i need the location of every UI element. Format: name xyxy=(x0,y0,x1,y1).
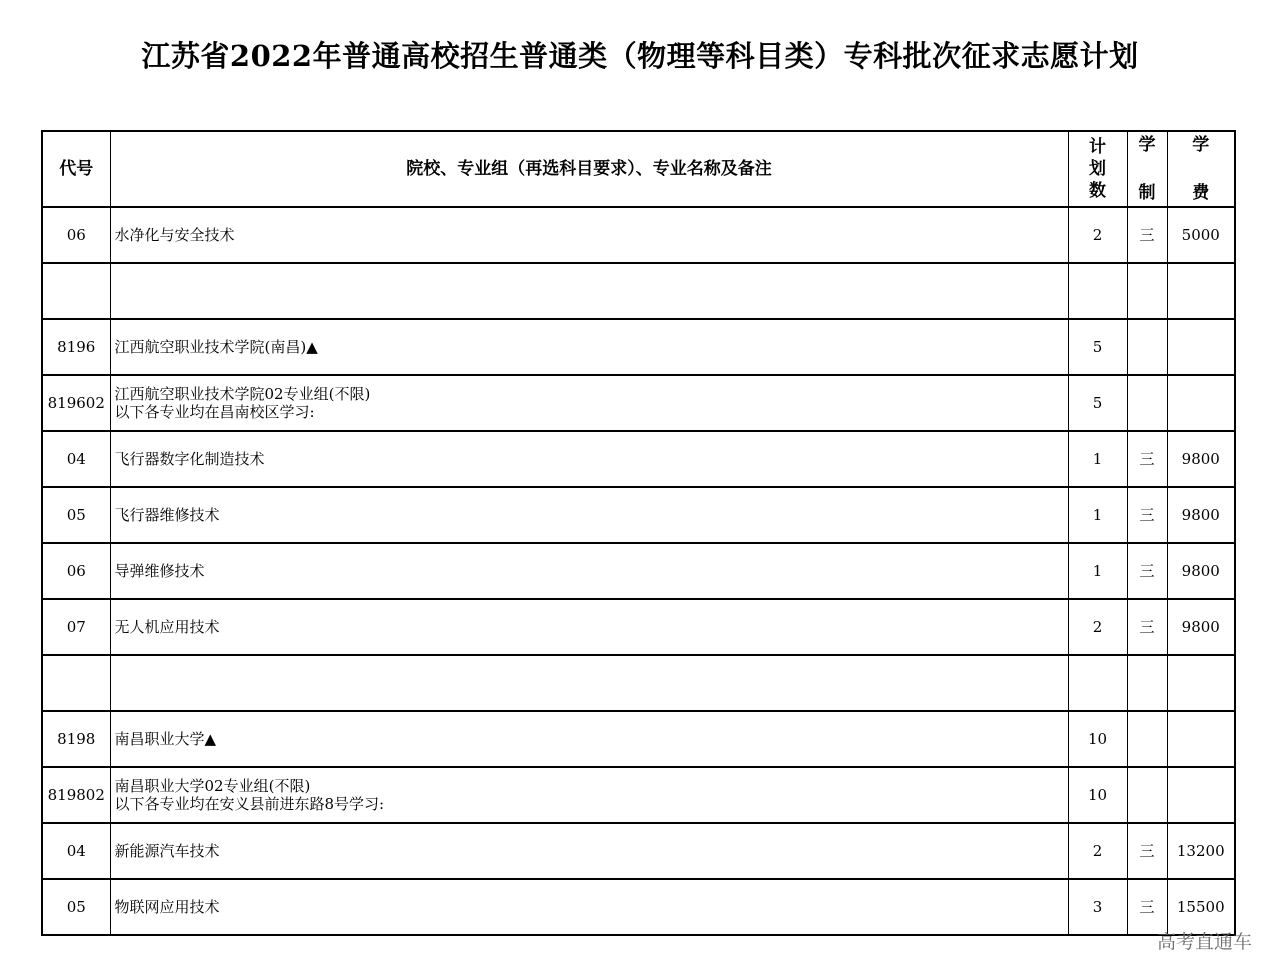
cell-name-line: 水净化与安全技术 xyxy=(114,226,235,244)
cell-plan-count: 1 xyxy=(1068,431,1127,487)
cell-name-line: 南昌职业大学▲ xyxy=(114,730,217,748)
header-name: 院校、专业组（再选科目要求）、专业名称及备注 xyxy=(110,131,1068,207)
table-header-row xyxy=(42,131,1235,207)
table-row xyxy=(42,711,1235,767)
cell-name xyxy=(110,487,1068,543)
table-row xyxy=(42,207,1235,263)
cell-fee: 9800 xyxy=(1167,487,1235,543)
enrollment-plan-table xyxy=(41,130,1236,936)
cell-name xyxy=(110,655,1068,711)
cell-fee xyxy=(1167,263,1235,319)
cell-plan-count: 2 xyxy=(1068,823,1127,879)
cell-length xyxy=(1127,655,1167,711)
cell-code: 06 xyxy=(42,543,110,599)
cell-code: 06 xyxy=(42,207,110,263)
cell-name-line: 以下各专业均在昌南校区学习: xyxy=(114,403,315,421)
table-body xyxy=(42,207,1235,935)
cell-code: 05 xyxy=(42,487,110,543)
header-plan-char-3: 数 xyxy=(1089,181,1106,201)
cell-code: 8196 xyxy=(42,319,110,375)
cell-code: 07 xyxy=(42,599,110,655)
table-row xyxy=(42,823,1235,879)
header-fee-char-1: 学 xyxy=(1192,135,1210,155)
cell-name xyxy=(110,823,1068,879)
cell-fee: 5000 xyxy=(1167,207,1235,263)
cell-length xyxy=(1127,711,1167,767)
cell-plan-count: 5 xyxy=(1068,375,1127,431)
cell-plan-count: 10 xyxy=(1068,711,1127,767)
cell-name xyxy=(110,879,1068,935)
page-title: 江苏省2022年普通高校招生普通类（物理等科目类）专科批次征求志愿计划 xyxy=(141,39,1139,73)
cell-name-line: 飞行器数字化制造技术 xyxy=(114,450,265,468)
header-length xyxy=(1127,131,1167,207)
cell-name xyxy=(110,711,1068,767)
cell-name-line: 南昌职业大学02专业组(不限) xyxy=(114,777,311,795)
cell-name-line: 江西航空职业技术学院(南昌)▲ xyxy=(114,338,318,356)
cell-name xyxy=(110,319,1068,375)
cell-length: 三 xyxy=(1127,823,1167,879)
cell-name-line: 物联网应用技术 xyxy=(114,898,220,916)
watermark: 高考直通车 xyxy=(1156,931,1252,953)
cell-plan-count: 2 xyxy=(1068,207,1127,263)
cell-name xyxy=(110,599,1068,655)
cell-plan-count: 1 xyxy=(1068,487,1127,543)
cell-name-line: 无人机应用技术 xyxy=(114,618,220,636)
table-row xyxy=(42,375,1235,431)
cell-name-line: 飞行器维修技术 xyxy=(114,506,220,524)
cell-name xyxy=(110,375,1068,431)
cell-fee xyxy=(1167,375,1235,431)
header-length-char-1: 学 xyxy=(1138,135,1156,155)
cell-code: 05 xyxy=(42,879,110,935)
header-length-char-2: 制 xyxy=(1138,183,1156,203)
table-row xyxy=(42,767,1235,823)
cell-fee xyxy=(1167,655,1235,711)
cell-fee: 9800 xyxy=(1167,599,1235,655)
header-plan-char-1: 计 xyxy=(1089,137,1106,157)
table-row xyxy=(42,487,1235,543)
cell-code: 819602 xyxy=(42,375,110,431)
cell-fee xyxy=(1167,711,1235,767)
cell-fee: 9800 xyxy=(1167,543,1235,599)
cell-code: 04 xyxy=(42,823,110,879)
cell-plan-count: 5 xyxy=(1068,319,1127,375)
cell-plan-count: 2 xyxy=(1068,599,1127,655)
cell-name-line: 新能源汽车技术 xyxy=(114,842,220,860)
cell-name xyxy=(110,767,1068,823)
cell-plan-count xyxy=(1068,263,1127,319)
header-code: 代号 xyxy=(42,131,110,207)
cell-length xyxy=(1127,767,1167,823)
table-row xyxy=(42,543,1235,599)
cell-code: 819802 xyxy=(42,767,110,823)
cell-name xyxy=(110,263,1068,319)
cell-length xyxy=(1127,319,1167,375)
cell-plan-count xyxy=(1068,655,1127,711)
cell-plan-count: 3 xyxy=(1068,879,1127,935)
cell-name xyxy=(110,543,1068,599)
cell-length: 三 xyxy=(1127,431,1167,487)
header-fee xyxy=(1167,131,1235,207)
cell-code: 8198 xyxy=(42,711,110,767)
cell-code xyxy=(42,655,110,711)
cell-plan-count: 10 xyxy=(1068,767,1127,823)
cell-name xyxy=(110,207,1068,263)
cell-code: 04 xyxy=(42,431,110,487)
cell-length: 三 xyxy=(1127,487,1167,543)
cell-length: 三 xyxy=(1127,599,1167,655)
cell-fee: 13200 xyxy=(1167,823,1235,879)
cell-name-line: 江西航空职业技术学院02专业组(不限) xyxy=(114,385,371,403)
cell-name-line: 导弹维修技术 xyxy=(114,562,205,580)
cell-fee xyxy=(1167,767,1235,823)
cell-length: 三 xyxy=(1127,879,1167,935)
cell-fee xyxy=(1167,319,1235,375)
cell-length xyxy=(1127,263,1167,319)
table-row xyxy=(42,655,1235,711)
table-row xyxy=(42,599,1235,655)
cell-plan-count: 1 xyxy=(1068,543,1127,599)
cell-fee: 15500 xyxy=(1167,879,1235,935)
table-row xyxy=(42,431,1235,487)
header-plan-count xyxy=(1068,131,1127,207)
cell-name-line: 以下各专业均在安义县前进东路8号学习: xyxy=(114,795,385,813)
table-row xyxy=(42,879,1235,935)
cell-name xyxy=(110,431,1068,487)
table-row xyxy=(42,263,1235,319)
cell-length: 三 xyxy=(1127,207,1167,263)
header-fee-char-2: 费 xyxy=(1192,183,1210,203)
cell-code xyxy=(42,263,110,319)
table-row xyxy=(42,319,1235,375)
cell-length: 三 xyxy=(1127,543,1167,599)
header-plan-char-2: 划 xyxy=(1089,159,1106,179)
cell-length xyxy=(1127,375,1167,431)
cell-fee: 9800 xyxy=(1167,431,1235,487)
